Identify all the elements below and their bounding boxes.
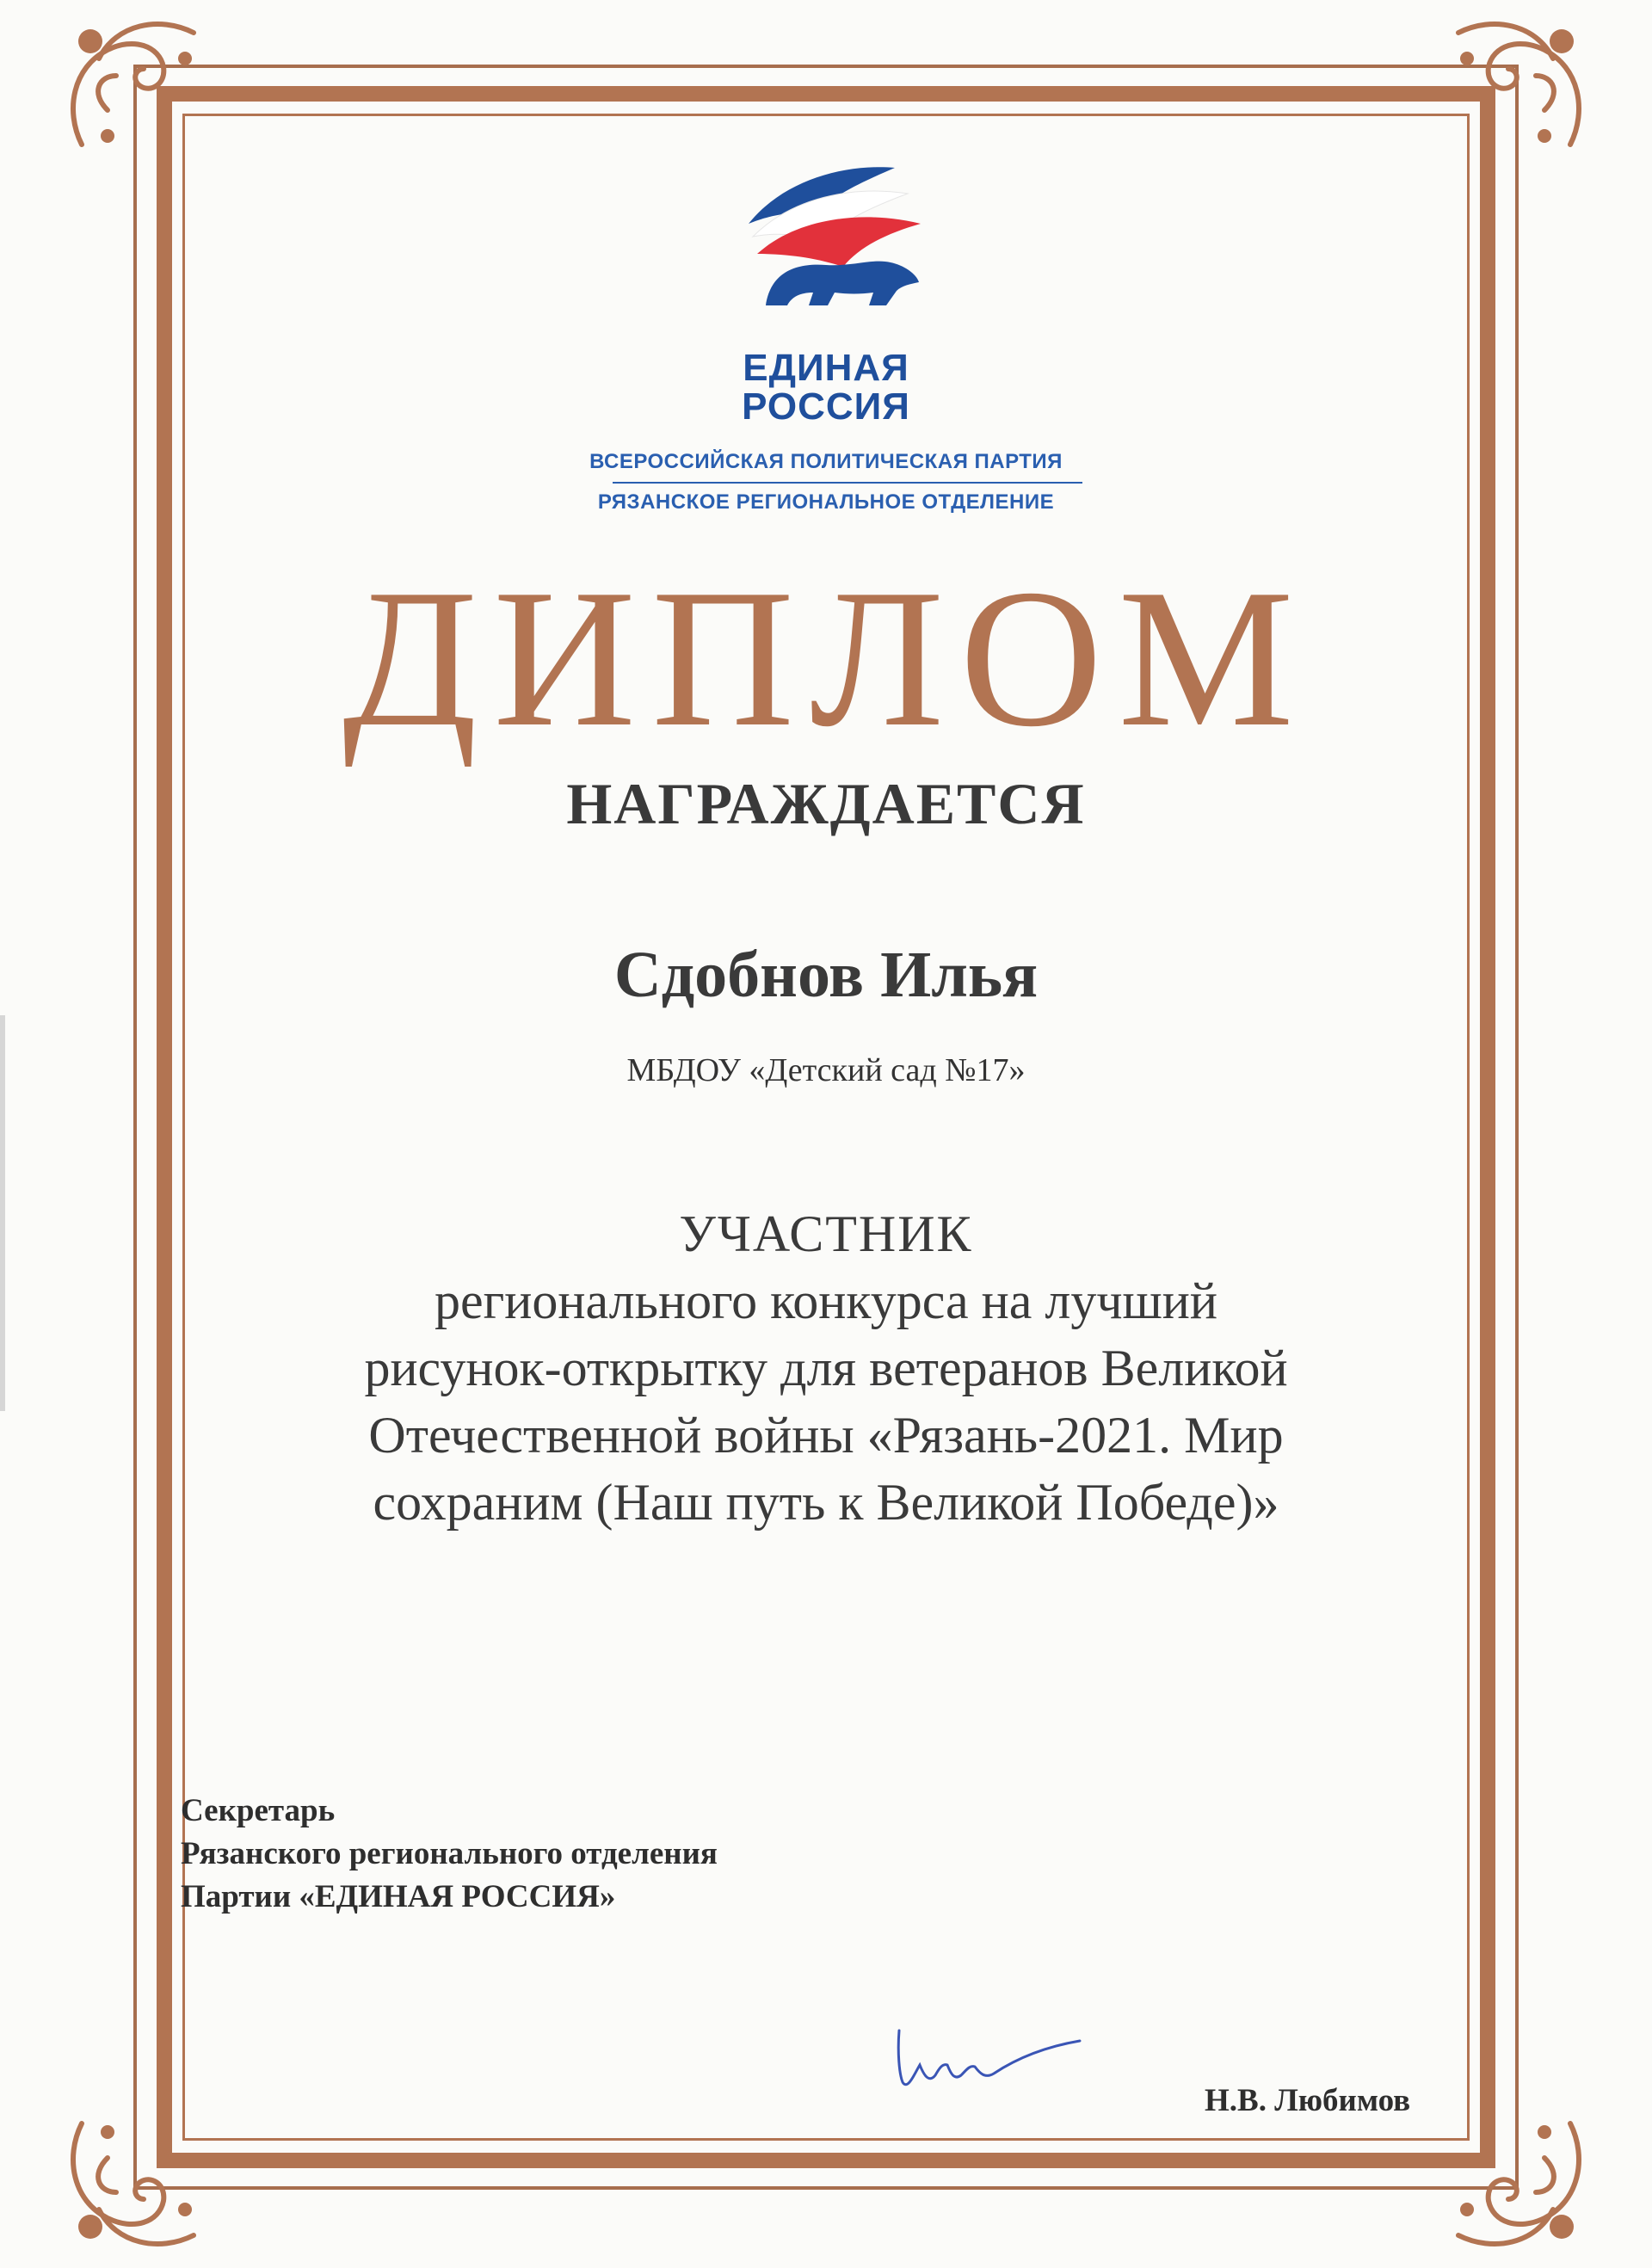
logo-name-line1: ЕДИНАЯ: [743, 347, 909, 389]
party-logo-bear-flag-icon: [731, 163, 938, 310]
signatory-name: Н.В. Любимов: [1205, 2083, 1411, 2118]
award-description: [0, 1200, 1652, 1536]
corner-ornament-bottom-right: [1433, 2098, 1596, 2261]
description-line-4: сохраним (Наш путь к Великой Победе)»: [373, 1474, 1279, 1531]
awarded-heading: НАГРАЖДАЕТСЯ: [566, 771, 1086, 836]
corner-ornament-top-left: [56, 7, 219, 170]
corner-ornament-top-right: [1433, 7, 1596, 170]
signatory-position-line-1: Секретарь: [181, 1793, 336, 1828]
description-line-1: регионального конкурса на лучший: [435, 1273, 1217, 1329]
description-line-3: Отечественной войны «Рязань-2021. Мир: [368, 1407, 1284, 1464]
signatory-position-line-3: Партии «ЕДИНАЯ РОССИЯ»: [181, 1879, 616, 1914]
signatory-position: [181, 1790, 718, 1919]
logo-name-line2: РОССИЯ: [742, 385, 910, 428]
recipient-organization: МБДОУ «Детский сад №17»: [626, 1052, 1026, 1088]
signatory-position-line-2: Рязанского регионального отделения: [181, 1836, 718, 1871]
status-line: УЧАСТНИК: [679, 1205, 973, 1262]
description-line-2: рисунок-открытку для ветеранов Великой: [364, 1340, 1288, 1396]
logo-subtitle-line2: РЯЗАНСКОЕ РЕГИОНАЛЬНОЕ ОТДЕЛЕНИЕ: [597, 490, 1055, 514]
recipient-name: Сдобнов Илья: [613, 939, 1039, 1011]
logo-subtitle-divider: [613, 482, 1082, 484]
diploma-title: ДИПЛОМ: [342, 548, 1310, 767]
handwritten-signature: [891, 2022, 1088, 2099]
corner-ornament-bottom-left: [56, 2098, 219, 2261]
logo-subtitle-line1: ВСЕРОССИЙСКАЯ ПОЛИТИЧЕСКАЯ ПАРТИЯ: [589, 450, 1063, 473]
